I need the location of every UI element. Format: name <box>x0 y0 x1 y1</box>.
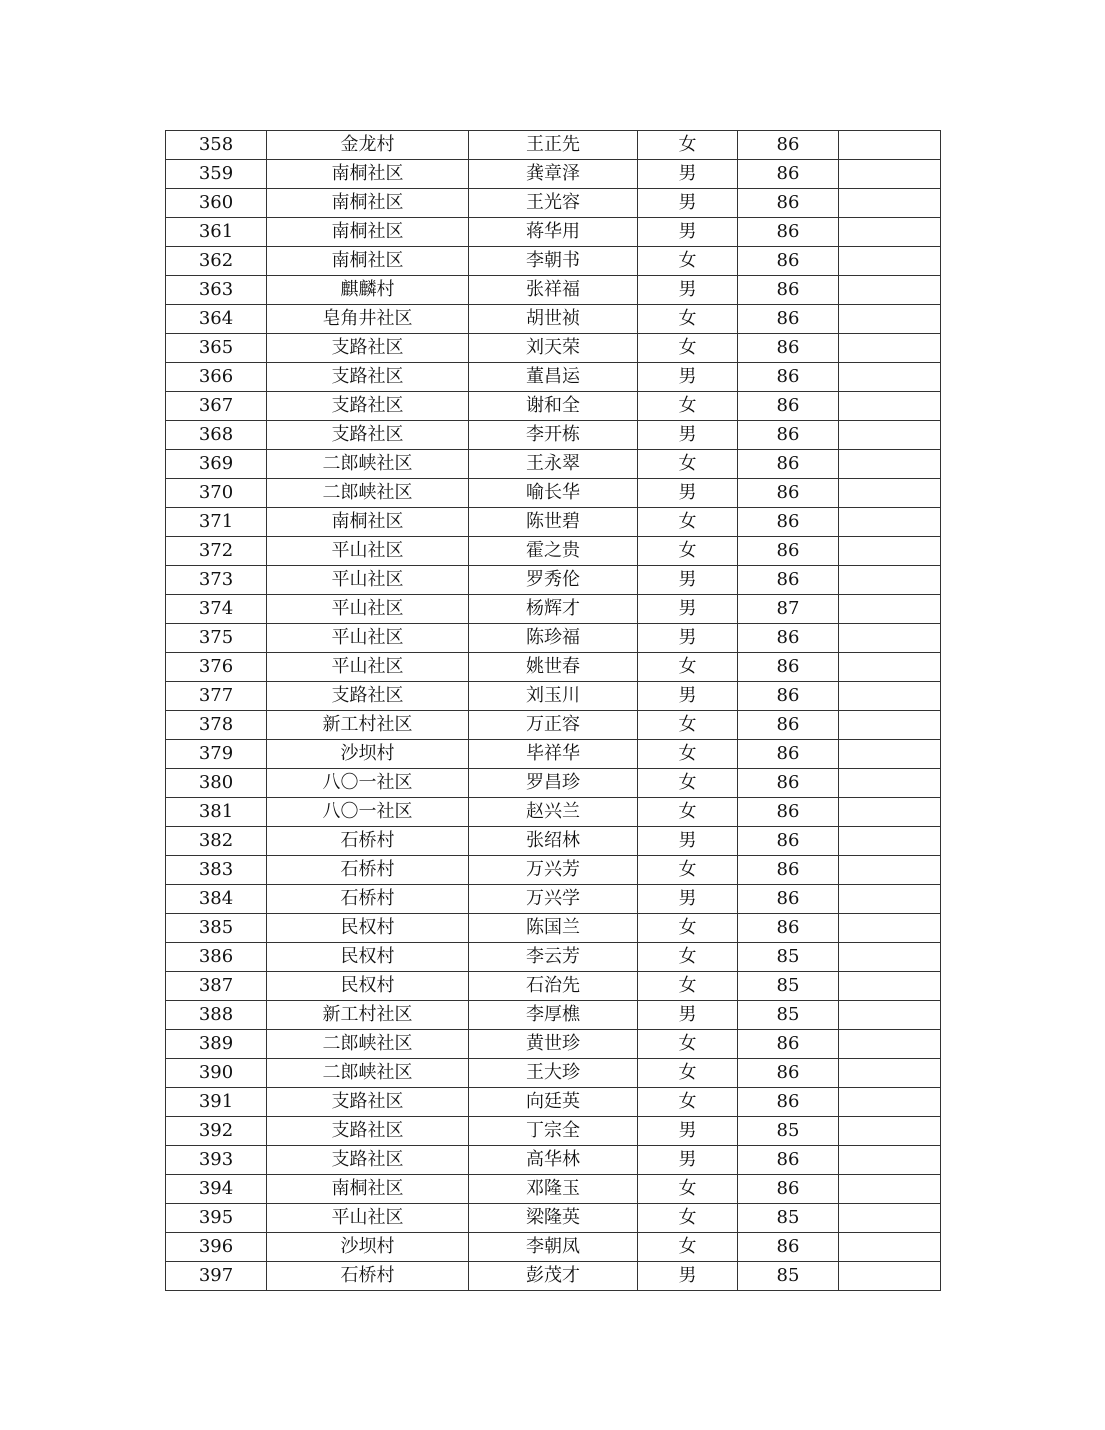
row-number-cell: 391 <box>166 1088 267 1117</box>
gender-cell: 女 <box>638 305 738 334</box>
age-cell: 86 <box>738 682 839 711</box>
community-cell: 金龙村 <box>267 131 469 160</box>
remark-cell <box>839 160 941 189</box>
row-number-cell: 362 <box>166 247 267 276</box>
gender-cell: 女 <box>638 653 738 682</box>
gender-cell: 男 <box>638 624 738 653</box>
remark-cell <box>839 566 941 595</box>
age-cell: 86 <box>738 1146 839 1175</box>
remark-cell <box>839 1059 941 1088</box>
age-cell: 85 <box>738 1117 839 1146</box>
age-cell: 86 <box>738 305 839 334</box>
gender-cell: 男 <box>638 595 738 624</box>
community-cell: 八〇一社区 <box>267 769 469 798</box>
age-cell: 86 <box>738 276 839 305</box>
age-cell: 86 <box>738 856 839 885</box>
remark-cell <box>839 682 941 711</box>
gender-cell: 男 <box>638 160 738 189</box>
table-row <box>166 1262 941 1291</box>
community-cell: 支路社区 <box>267 682 469 711</box>
table-row <box>166 421 941 450</box>
remark-cell <box>839 1146 941 1175</box>
person-name-cell: 梁隆英 <box>469 1204 638 1233</box>
row-number-cell: 385 <box>166 914 267 943</box>
person-name-cell: 王光容 <box>469 189 638 218</box>
row-number-cell: 364 <box>166 305 267 334</box>
person-name-cell: 蒋华用 <box>469 218 638 247</box>
remark-cell <box>839 943 941 972</box>
person-name-cell: 刘玉川 <box>469 682 638 711</box>
gender-cell: 女 <box>638 798 738 827</box>
age-cell: 86 <box>738 711 839 740</box>
remark-cell <box>839 798 941 827</box>
row-number-cell: 390 <box>166 1059 267 1088</box>
row-number-cell: 397 <box>166 1262 267 1291</box>
table-row <box>166 1059 941 1088</box>
remark-cell <box>839 479 941 508</box>
table-row <box>166 943 941 972</box>
row-number-cell: 377 <box>166 682 267 711</box>
person-name-cell: 邓隆玉 <box>469 1175 638 1204</box>
gender-cell: 男 <box>638 1146 738 1175</box>
person-name-cell: 高华林 <box>469 1146 638 1175</box>
gender-cell: 男 <box>638 566 738 595</box>
row-number-cell: 369 <box>166 450 267 479</box>
row-number-cell: 375 <box>166 624 267 653</box>
age-cell: 86 <box>738 1088 839 1117</box>
row-number-cell: 361 <box>166 218 267 247</box>
gender-cell: 女 <box>638 1030 738 1059</box>
person-name-cell: 霍之贵 <box>469 537 638 566</box>
row-number-cell: 366 <box>166 363 267 392</box>
person-name-cell: 赵兴兰 <box>469 798 638 827</box>
table-row <box>166 1204 941 1233</box>
age-cell: 86 <box>738 537 839 566</box>
person-name-cell: 董昌运 <box>469 363 638 392</box>
gender-cell: 女 <box>638 450 738 479</box>
row-number-cell: 386 <box>166 943 267 972</box>
age-cell: 86 <box>738 247 839 276</box>
remark-cell <box>839 624 941 653</box>
remark-cell <box>839 653 941 682</box>
table-row <box>166 334 941 363</box>
remark-cell <box>839 769 941 798</box>
community-cell: 新工村社区 <box>267 711 469 740</box>
remark-cell <box>839 1117 941 1146</box>
age-cell: 86 <box>738 218 839 247</box>
age-cell: 86 <box>738 421 839 450</box>
age-cell: 86 <box>738 624 839 653</box>
table-row <box>166 508 941 537</box>
person-name-cell: 陈珍福 <box>469 624 638 653</box>
person-name-cell: 龚章泽 <box>469 160 638 189</box>
community-cell: 二郎峡社区 <box>267 1030 469 1059</box>
person-name-cell: 万兴芳 <box>469 856 638 885</box>
community-cell: 南桐社区 <box>267 1175 469 1204</box>
community-cell: 沙坝村 <box>267 740 469 769</box>
row-number-cell: 376 <box>166 653 267 682</box>
community-cell: 二郎峡社区 <box>267 450 469 479</box>
person-name-cell: 罗昌珍 <box>469 769 638 798</box>
person-name-cell: 向廷英 <box>469 1088 638 1117</box>
table-row <box>166 276 941 305</box>
community-cell: 平山社区 <box>267 537 469 566</box>
gender-cell: 女 <box>638 1088 738 1117</box>
roster-table-body <box>166 131 941 1291</box>
age-cell: 86 <box>738 363 839 392</box>
age-cell: 87 <box>738 595 839 624</box>
row-number-cell: 379 <box>166 740 267 769</box>
row-number-cell: 373 <box>166 566 267 595</box>
row-number-cell: 359 <box>166 160 267 189</box>
table-row <box>166 711 941 740</box>
community-cell: 沙坝村 <box>267 1233 469 1262</box>
table-row <box>166 392 941 421</box>
roster-table <box>165 130 941 1291</box>
table-row <box>166 363 941 392</box>
table-row <box>166 740 941 769</box>
remark-cell <box>839 1175 941 1204</box>
row-number-cell: 371 <box>166 508 267 537</box>
person-name-cell: 王正先 <box>469 131 638 160</box>
remark-cell <box>839 711 941 740</box>
row-number-cell: 380 <box>166 769 267 798</box>
row-number-cell: 360 <box>166 189 267 218</box>
community-cell: 支路社区 <box>267 1146 469 1175</box>
gender-cell: 女 <box>638 131 738 160</box>
person-name-cell: 丁宗全 <box>469 1117 638 1146</box>
row-number-cell: 374 <box>166 595 267 624</box>
person-name-cell: 万正容 <box>469 711 638 740</box>
table-row <box>166 1088 941 1117</box>
community-cell: 二郎峡社区 <box>267 1059 469 1088</box>
community-cell: 南桐社区 <box>267 160 469 189</box>
person-name-cell: 李开栋 <box>469 421 638 450</box>
row-number-cell: 388 <box>166 1001 267 1030</box>
person-name-cell: 陈世碧 <box>469 508 638 537</box>
remark-cell <box>839 450 941 479</box>
gender-cell: 女 <box>638 247 738 276</box>
age-cell: 86 <box>738 740 839 769</box>
community-cell: 新工村社区 <box>267 1001 469 1030</box>
remark-cell <box>839 856 941 885</box>
remark-cell <box>839 595 941 624</box>
row-number-cell: 365 <box>166 334 267 363</box>
age-cell: 86 <box>738 566 839 595</box>
table-row <box>166 450 941 479</box>
gender-cell: 男 <box>638 189 738 218</box>
remark-cell <box>839 131 941 160</box>
community-cell: 石桥村 <box>267 827 469 856</box>
age-cell: 86 <box>738 479 839 508</box>
table-row <box>166 479 941 508</box>
remark-cell <box>839 363 941 392</box>
person-name-cell: 张祥福 <box>469 276 638 305</box>
community-cell: 二郎峡社区 <box>267 479 469 508</box>
remark-cell <box>839 305 941 334</box>
table-row <box>166 189 941 218</box>
gender-cell: 女 <box>638 537 738 566</box>
gender-cell: 女 <box>638 943 738 972</box>
table-row <box>166 595 941 624</box>
community-cell: 八〇一社区 <box>267 798 469 827</box>
community-cell: 麒麟村 <box>267 276 469 305</box>
age-cell: 86 <box>738 798 839 827</box>
row-number-cell: 396 <box>166 1233 267 1262</box>
remark-cell <box>839 508 941 537</box>
age-cell: 86 <box>738 160 839 189</box>
age-cell: 86 <box>738 914 839 943</box>
row-number-cell: 383 <box>166 856 267 885</box>
person-name-cell: 喻长华 <box>469 479 638 508</box>
age-cell: 85 <box>738 1262 839 1291</box>
age-cell: 86 <box>738 1030 839 1059</box>
age-cell: 86 <box>738 131 839 160</box>
row-number-cell: 367 <box>166 392 267 421</box>
person-name-cell: 李朝凤 <box>469 1233 638 1262</box>
row-number-cell: 370 <box>166 479 267 508</box>
remark-cell <box>839 218 941 247</box>
community-cell: 民权村 <box>267 943 469 972</box>
gender-cell: 女 <box>638 392 738 421</box>
community-cell: 平山社区 <box>267 1204 469 1233</box>
age-cell: 86 <box>738 827 839 856</box>
table-row <box>166 1117 941 1146</box>
row-number-cell: 381 <box>166 798 267 827</box>
table-row <box>166 1030 941 1059</box>
row-number-cell: 387 <box>166 972 267 1001</box>
community-cell: 石桥村 <box>267 885 469 914</box>
remark-cell <box>839 885 941 914</box>
gender-cell: 女 <box>638 334 738 363</box>
age-cell: 86 <box>738 450 839 479</box>
person-name-cell: 李厚樵 <box>469 1001 638 1030</box>
table-row <box>166 624 941 653</box>
community-cell: 支路社区 <box>267 1117 469 1146</box>
table-row <box>166 769 941 798</box>
person-name-cell: 胡世祯 <box>469 305 638 334</box>
gender-cell: 女 <box>638 769 738 798</box>
community-cell: 支路社区 <box>267 392 469 421</box>
community-cell: 石桥村 <box>267 1262 469 1291</box>
gender-cell: 女 <box>638 1059 738 1088</box>
community-cell: 支路社区 <box>267 421 469 450</box>
table-row <box>166 653 941 682</box>
table-row <box>166 682 941 711</box>
row-number-cell: 382 <box>166 827 267 856</box>
community-cell: 石桥村 <box>267 856 469 885</box>
table-row <box>166 1001 941 1030</box>
gender-cell: 男 <box>638 1117 738 1146</box>
age-cell: 86 <box>738 189 839 218</box>
remark-cell <box>839 392 941 421</box>
remark-cell <box>839 537 941 566</box>
age-cell: 86 <box>738 1233 839 1262</box>
gender-cell: 女 <box>638 1233 738 1262</box>
person-name-cell: 姚世春 <box>469 653 638 682</box>
community-cell: 支路社区 <box>267 363 469 392</box>
gender-cell: 女 <box>638 1175 738 1204</box>
age-cell: 85 <box>738 1001 839 1030</box>
remark-cell <box>839 1262 941 1291</box>
age-cell: 85 <box>738 972 839 1001</box>
table-row <box>166 218 941 247</box>
person-name-cell: 罗秀伦 <box>469 566 638 595</box>
community-cell: 民权村 <box>267 914 469 943</box>
person-name-cell: 陈国兰 <box>469 914 638 943</box>
person-name-cell: 万兴学 <box>469 885 638 914</box>
gender-cell: 男 <box>638 479 738 508</box>
community-cell: 南桐社区 <box>267 218 469 247</box>
person-name-cell: 李云芳 <box>469 943 638 972</box>
person-name-cell: 毕祥华 <box>469 740 638 769</box>
remark-cell <box>839 1088 941 1117</box>
table-row <box>166 566 941 595</box>
table-row <box>166 131 941 160</box>
person-name-cell: 王永翠 <box>469 450 638 479</box>
community-cell: 支路社区 <box>267 334 469 363</box>
gender-cell: 男 <box>638 827 738 856</box>
community-cell: 民权村 <box>267 972 469 1001</box>
age-cell: 86 <box>738 769 839 798</box>
gender-cell: 女 <box>638 740 738 769</box>
row-number-cell: 363 <box>166 276 267 305</box>
person-name-cell: 张绍林 <box>469 827 638 856</box>
gender-cell: 男 <box>638 1262 738 1291</box>
remark-cell <box>839 1030 941 1059</box>
remark-cell <box>839 1204 941 1233</box>
age-cell: 85 <box>738 943 839 972</box>
table-row <box>166 537 941 566</box>
community-cell: 南桐社区 <box>267 247 469 276</box>
remark-cell <box>839 421 941 450</box>
person-name-cell: 石治先 <box>469 972 638 1001</box>
gender-cell: 男 <box>638 421 738 450</box>
gender-cell: 男 <box>638 276 738 305</box>
table-row <box>166 885 941 914</box>
remark-cell <box>839 1233 941 1262</box>
gender-cell: 男 <box>638 363 738 392</box>
remark-cell <box>839 276 941 305</box>
person-name-cell: 彭茂才 <box>469 1262 638 1291</box>
community-cell: 平山社区 <box>267 595 469 624</box>
gender-cell: 女 <box>638 856 738 885</box>
table-row <box>166 914 941 943</box>
age-cell: 86 <box>738 885 839 914</box>
table-row <box>166 1146 941 1175</box>
row-number-cell: 393 <box>166 1146 267 1175</box>
person-name-cell: 李朝书 <box>469 247 638 276</box>
row-number-cell: 358 <box>166 131 267 160</box>
age-cell: 86 <box>738 508 839 537</box>
gender-cell: 男 <box>638 218 738 247</box>
community-cell: 平山社区 <box>267 624 469 653</box>
table-row <box>166 305 941 334</box>
remark-cell <box>839 827 941 856</box>
person-name-cell: 刘天荣 <box>469 334 638 363</box>
community-cell: 平山社区 <box>267 566 469 595</box>
age-cell: 86 <box>738 334 839 363</box>
community-cell: 南桐社区 <box>267 189 469 218</box>
table-row <box>166 247 941 276</box>
community-cell: 支路社区 <box>267 1088 469 1117</box>
table-row <box>166 798 941 827</box>
person-name-cell: 黄世珍 <box>469 1030 638 1059</box>
remark-cell <box>839 247 941 276</box>
row-number-cell: 384 <box>166 885 267 914</box>
row-number-cell: 395 <box>166 1204 267 1233</box>
remark-cell <box>839 334 941 363</box>
age-cell: 85 <box>738 1204 839 1233</box>
gender-cell: 女 <box>638 914 738 943</box>
person-name-cell: 王大珍 <box>469 1059 638 1088</box>
table-row <box>166 827 941 856</box>
remark-cell <box>839 740 941 769</box>
person-name-cell: 谢和全 <box>469 392 638 421</box>
row-number-cell: 372 <box>166 537 267 566</box>
community-cell: 南桐社区 <box>267 508 469 537</box>
gender-cell: 男 <box>638 682 738 711</box>
table-row <box>166 1175 941 1204</box>
remark-cell <box>839 1001 941 1030</box>
age-cell: 86 <box>738 392 839 421</box>
gender-cell: 男 <box>638 1001 738 1030</box>
gender-cell: 女 <box>638 1204 738 1233</box>
table-row <box>166 1233 941 1262</box>
row-number-cell: 389 <box>166 1030 267 1059</box>
remark-cell <box>839 189 941 218</box>
age-cell: 86 <box>738 1175 839 1204</box>
table-row <box>166 160 941 189</box>
community-cell: 平山社区 <box>267 653 469 682</box>
gender-cell: 女 <box>638 508 738 537</box>
gender-cell: 男 <box>638 885 738 914</box>
row-number-cell: 378 <box>166 711 267 740</box>
age-cell: 86 <box>738 653 839 682</box>
remark-cell <box>839 914 941 943</box>
person-name-cell: 杨辉才 <box>469 595 638 624</box>
table-row <box>166 972 941 1001</box>
gender-cell: 女 <box>638 972 738 1001</box>
row-number-cell: 392 <box>166 1117 267 1146</box>
row-number-cell: 394 <box>166 1175 267 1204</box>
table-row <box>166 856 941 885</box>
age-cell: 86 <box>738 1059 839 1088</box>
row-number-cell: 368 <box>166 421 267 450</box>
community-cell: 皂角井社区 <box>267 305 469 334</box>
remark-cell <box>839 972 941 1001</box>
gender-cell: 女 <box>638 711 738 740</box>
